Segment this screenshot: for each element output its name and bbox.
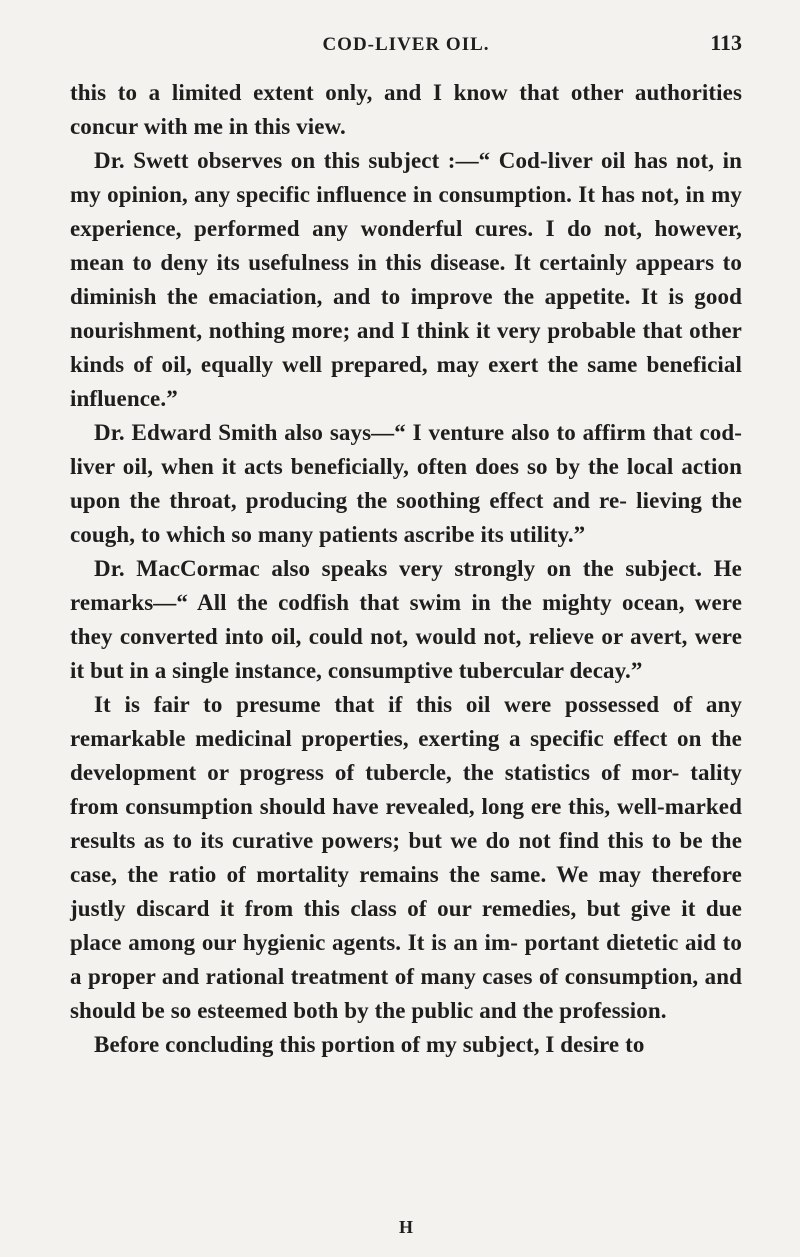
body-text bbox=[70, 76, 742, 1062]
paragraph-maccormac-quote: Dr. MacCormac also speaks very strongly on the subject. He remarks—“ All the codfish that swim in the mighty ocean, were they converted into oil, could not, would not, relieve or avert, were it but in a single instance, consumptive tubercular decay.” bbox=[70, 556, 742, 683]
running-head bbox=[70, 28, 742, 64]
paragraph-before-concluding: Before concluding this portion of my subject, I desire to bbox=[94, 1032, 645, 1057]
paragraph-smith-quote: Dr. Edward Smith also says—“ I venture also to affirm that cod-liver oil, when it acts beneficially, often does so by the local action upon the throat, producing the soothing effect and re- lieving the cough, to which so many patients ascribe its utility.” bbox=[70, 420, 742, 547]
signature-mark: H bbox=[398, 1217, 413, 1237]
paragraph-swett-quote: Dr. Swett observes on this subject :—“ Cod-liver oil has not, in my opinion, any specific influence in consumption. It has not, in my experience, performed any wonderful cures. I do not, however, mean to deny its usefulness in this disease. It certainly appears to diminish the emaciation, and to improve the appetite. It is good nourishment, nothing more; and I think it very probable that other kinds of oil, equally well prepared, may exert the same beneficial influence.” bbox=[70, 148, 742, 411]
paragraph-conclusion: It is fair to presume that if this oil were possessed of any remarkable medicinal properties, exerting a specific effect on the development or progress of tubercle, the statistics of mor- tality from consumption should have revealed, long ere this, well-marked results as to its curative powers; but we do not find this to be the case, the ratio of mortality remains the same. We may therefore justly discard it from this class of our remedies, but give it due place among our hygienic agents. It is an im- portant dietetic aid to a proper and rational treatment of many cases of consumption, and should be so esteemed both by the public and the profession. bbox=[70, 692, 742, 1023]
book-page bbox=[70, 28, 742, 1238]
running-title: COD-LIVER OIL. bbox=[322, 34, 490, 55]
page-number: 113 bbox=[710, 30, 742, 55]
paragraph-continuation: this to a limited extent only, and I know that other authorities concur with me in this view. bbox=[70, 80, 742, 139]
